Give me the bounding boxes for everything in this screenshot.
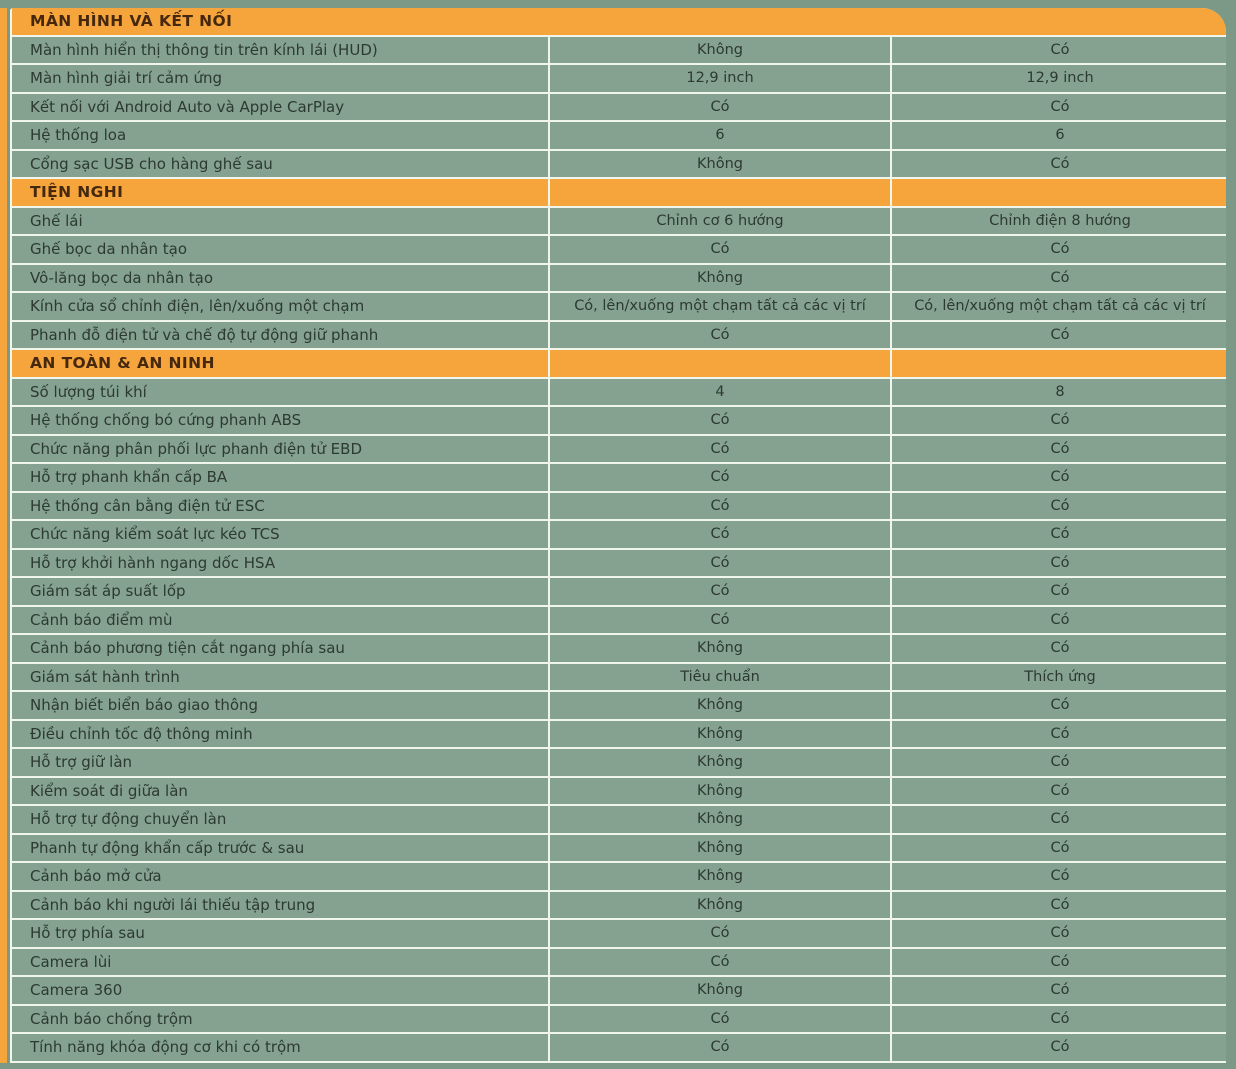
spec-value: Có: [892, 94, 1226, 121]
spec-label: Điều chỉnh tốc độ thông minh: [12, 721, 548, 748]
spec-value: Có: [892, 949, 1226, 976]
spec-value: Có: [550, 521, 890, 548]
spec-label: Cảnh báo mở cửa: [12, 863, 548, 890]
spec-value: Có: [892, 407, 1226, 434]
spec-value: Thích ứng: [892, 664, 1226, 691]
spec-value: Không: [550, 721, 890, 748]
spec-value: Có: [892, 749, 1226, 776]
spec-label: Ghế lái: [12, 208, 548, 235]
spec-value: 8: [892, 379, 1226, 406]
spec-label: Hỗ trợ phanh khẩn cấp BA: [12, 464, 548, 491]
spec-value: Chỉnh điện 8 hướng: [892, 208, 1226, 235]
spec-value: Có: [550, 1034, 890, 1061]
spec-value: Có: [550, 578, 890, 605]
spec-value: Có: [892, 521, 1226, 548]
spec-value: Có: [892, 692, 1226, 719]
section-header-spacer: [892, 179, 1226, 206]
spec-value: Có: [550, 94, 890, 121]
spec-label: Tính năng khóa động cơ khi có trộm: [12, 1034, 548, 1061]
spec-value: Có: [892, 322, 1226, 349]
spec-value: Có: [892, 1034, 1226, 1061]
spec-value: Có: [892, 1006, 1226, 1033]
spec-value: Không: [550, 265, 890, 292]
spec-value: Có: [892, 578, 1226, 605]
spec-label: Cảnh báo điểm mù: [12, 607, 548, 634]
spec-label: Cảnh báo khi người lái thiếu tập trung: [12, 892, 548, 919]
spec-value: 6: [550, 122, 890, 149]
spec-label: Màn hình hiển thị thông tin trên kính lái (HUD): [12, 37, 548, 64]
spec-label: Camera 360: [12, 977, 548, 1004]
spec-label: Phanh đỗ điện tử và chế độ tự động giữ phanh: [12, 322, 548, 349]
spec-label: Ghế bọc da nhân tạo: [12, 236, 548, 263]
spec-value: Có: [550, 436, 890, 463]
spec-value: Có: [550, 949, 890, 976]
spec-label: Hỗ trợ tự động chuyển làn: [12, 806, 548, 833]
spec-value: Có: [892, 493, 1226, 520]
spec-label: Màn hình giải trí cảm ứng: [12, 65, 548, 92]
spec-label: Cổng sạc USB cho hàng ghế sau: [12, 151, 548, 178]
spec-value: 6: [892, 122, 1226, 149]
spec-value: Không: [550, 835, 890, 862]
spec-value: Có: [892, 436, 1226, 463]
section-header-spacer: [892, 350, 1226, 377]
spec-value: Có: [892, 635, 1226, 662]
spec-value: Có: [892, 920, 1226, 947]
spec-value: Có: [892, 806, 1226, 833]
spec-label: Nhận biết biển báo giao thông: [12, 692, 548, 719]
spec-value: Có: [892, 464, 1226, 491]
left-accent-bar: [0, 8, 7, 1063]
spec-label: Kiểm soát đi giữa làn: [12, 778, 548, 805]
spec-label: Hệ thống loa: [12, 122, 548, 149]
spec-value: Không: [550, 151, 890, 178]
spec-value: Có: [892, 265, 1226, 292]
spec-value: 12,9 inch: [892, 65, 1226, 92]
spec-value: Không: [550, 37, 890, 64]
spec-label: Vô-lăng bọc da nhân tạo: [12, 265, 548, 292]
section-header-spacer: [550, 179, 890, 206]
spec-value: Có: [892, 863, 1226, 890]
spec-label: Số lượng túi khí: [12, 379, 548, 406]
spec-value: Tiêu chuẩn: [550, 664, 890, 691]
section-header: MÀN HÌNH VÀ KẾT NỐI: [12, 8, 1226, 35]
spec-value: Có: [892, 151, 1226, 178]
spec-value: Có: [550, 1006, 890, 1033]
spec-value: Có: [550, 550, 890, 577]
spec-value: Có: [892, 236, 1226, 263]
spec-label: Hỗ trợ phía sau: [12, 920, 548, 947]
spec-label: Phanh tự động khẩn cấp trước & sau: [12, 835, 548, 862]
spec-value: Có: [892, 977, 1226, 1004]
spec-label: Hệ thống cân bằng điện tử ESC: [12, 493, 548, 520]
spec-label: Hỗ trợ giữ làn: [12, 749, 548, 776]
spec-value: 4: [550, 379, 890, 406]
spec-label: Camera lùi: [12, 949, 548, 976]
spec-value: Có: [892, 607, 1226, 634]
spec-value: Có: [892, 721, 1226, 748]
spec-value: Có: [892, 550, 1226, 577]
spec-value: Có: [550, 236, 890, 263]
spec-value: Có: [550, 607, 890, 634]
spec-value: Chỉnh cơ 6 hướng: [550, 208, 890, 235]
spec-value: Không: [550, 977, 890, 1004]
spec-value: Không: [550, 892, 890, 919]
spec-value: Không: [550, 863, 890, 890]
section-header-spacer: [550, 350, 890, 377]
spec-table: [10, 8, 1226, 1063]
spec-value: 12,9 inch: [550, 65, 890, 92]
spec-value: Có, lên/xuống một chạm tất cả các vị trí: [892, 293, 1226, 320]
spec-value: Có: [550, 407, 890, 434]
spec-label: Cảnh báo chống trộm: [12, 1006, 548, 1033]
spec-label: Giám sát hành trình: [12, 664, 548, 691]
spec-label: Giám sát áp suất lốp: [12, 578, 548, 605]
spec-value: Có: [892, 835, 1226, 862]
spec-label: Chức năng kiểm soát lực kéo TCS: [12, 521, 548, 548]
spec-value: Có, lên/xuống một chạm tất cả các vị trí: [550, 293, 890, 320]
spec-label: Kết nối với Android Auto và Apple CarPlay: [12, 94, 548, 121]
spec-value: Không: [550, 635, 890, 662]
spec-value: Không: [550, 749, 890, 776]
spec-value: Có: [550, 493, 890, 520]
spec-value: Có: [550, 920, 890, 947]
spec-value: Có: [892, 37, 1226, 64]
spec-value: Không: [550, 692, 890, 719]
section-header: TIỆN NGHI: [12, 179, 548, 206]
spec-label: Chức năng phân phối lực phanh điện tử EBD: [12, 436, 548, 463]
spec-value: Không: [550, 778, 890, 805]
spec-value: Có: [892, 778, 1226, 805]
spec-value: Có: [550, 322, 890, 349]
spec-value: Có: [550, 464, 890, 491]
section-header: AN TOÀN & AN NINH: [12, 350, 548, 377]
spec-label: Cảnh báo phương tiện cắt ngang phía sau: [12, 635, 548, 662]
spec-value: Có: [892, 892, 1226, 919]
spec-label: Hệ thống chống bó cứng phanh ABS: [12, 407, 548, 434]
spec-label: Kính cửa sổ chỉnh điện, lên/xuống một chạm: [12, 293, 548, 320]
spec-value: Không: [550, 806, 890, 833]
spec-label: Hỗ trợ khởi hành ngang dốc HSA: [12, 550, 548, 577]
